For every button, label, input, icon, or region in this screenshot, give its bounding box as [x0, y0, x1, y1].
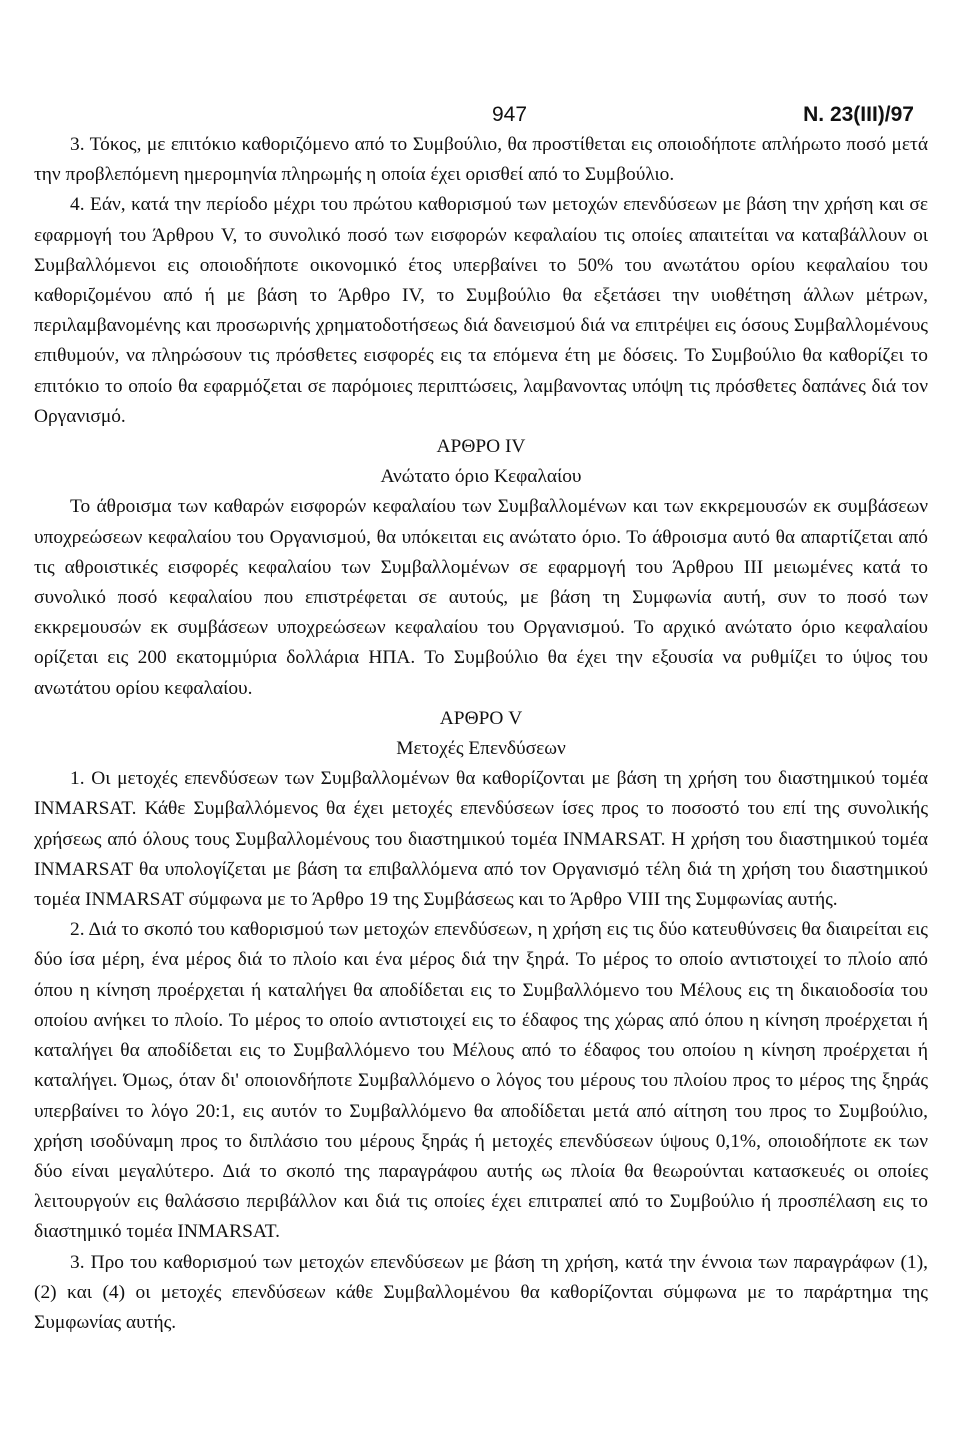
document-reference: Ν. 23(III)/97: [803, 103, 914, 126]
article-v-paragraph-1: [34, 764, 928, 915]
article-v-heading: ΑΡΘΡΟ V: [439, 707, 523, 729]
page-header: [34, 0, 928, 130]
paragraph-number: 1.: [70, 768, 85, 790]
paragraph-number: 2.: [70, 919, 85, 941]
article-iv-subtitle: Ανώτατο όριο Κεφαλαίου: [380, 466, 582, 488]
article-iv-text: Το άθροισμα των καθαρών εισφορών κεφαλαίου των Συμβαλλομένων και των εκκρεμουσών εκ συμβάσεων υποχρεώσεων κεφαλαίου του Οργανισμού, θα υπόκειται εις ανώτατο όριο. Το άθροισμα αυτό θα απαρτίζεται από τις αθροιστικές εισφορές κεφαλαίου των Συμβαλλομένων σε εφαρμογή του Άρθρου III μειωμένες κατά το συνολικό ποσό κεφαλαίου που επιστρέφεται σε αυτούς, με βάση τη Συμφωνία αυτή, συν το ποσό των εκκρεμουσών εκ συμβάσεων υποχρεώσεων κεφαλαίου του Οργανισμού. Το αρχικό ανώτατο όριο κεφαλαίου ορίζεται εις 200 εκατομμύρια δολλάρια ΗΠΑ. Το Συμβούλιο θα έχει την εξουσία να ρυθμίζει το ύψος του ανωτάτου ορίου κεφαλαίου.: [34, 496, 928, 699]
article-v-paragraph-2: [34, 915, 928, 1247]
paragraph-text: Προ του καθορισμού των μετοχών επενδύσεων με βάση τη χρήση, κατά την έννοια των παραγράφων (1), (2) και (4) οι μετοχές επενδύσεων κάθε Συμβαλλομένου θα καθορίζονται σύμφωνα με το παράρτημα της Συμφωνίας αυτής.: [34, 1251, 928, 1333]
paragraph-text: Εάν, κατά την περίοδο μέχρι του πρώτου καθορισμού των μετοχών επενδύσεων με βάση την χρήση και σε εφαρμογή του Άρθρου V, το συνολικό ποσό των εισφορών κεφαλαίου τις οποίες απαιτείται να καταβάλλουν οι Συμβαλλόμενοι εις οποιοδήποτε οικονομικό έτος υπερβαίνει το 50% του ανωτάτου ορίου κεφαλαίου του καθοριζομένου από ή με βάση το Άρθρο IV, το Συμβούλιο θα εξετάσει την υιοθέτηση άλλων μέτρων, περιλαμβανομένης και προσωρινής χρηματοδοτήσεως διά δανεισμού διά να επιτρέψει εις όσους Συμβαλλομένους επιθυμούν, να πληρώσουν τις πρόσθετες εισφορές εις τα επόμενα έτη με δόσεις. Το Συμβούλιο θα καθορίζει το επιτόκιο το οποίο θα εφαρμόζεται σε παρόμοιες περιπτώσεις, λαμβανοντας υπόψη τις πρόσθετες δαπάνες διά τον Οργανισμό.: [34, 194, 928, 427]
paragraph-number: 3.: [70, 1251, 85, 1273]
paragraph-text: Οι μετοχές επενδύσεων των Συμβαλλομένων θα καθορίζονται με βάση τη χρήση του διαστημικού τομέα INMARSAT. Κάθε Συμβαλλόμενος θα έχει μετοχές επενδύσεων ίσες προς το ποσοστό του επί της συνολικής χρήσεως από όλους τους Συμβαλλομένους του διαστημικού τομέα INMARSAT. Η χρήση του διαστημικού τομέα INMARSAT θα υπολογίζεται με βάση τα επιβαλλόμενα από τον Οργανισμό τέλη διά τη χρήση του διαστημικού τομέα INMARSAT σύμφωνα με το Άρθρο 19 της Συμβάσεως και το Άρθρο VIII της Συμφωνίας αυτής.: [34, 768, 928, 911]
paragraph-text: Τόκος, με επιτόκιο καθοριζόμενο από το Συμβούλιο, θα προστίθεται εις οποιοδήποτε απλήρωτο ποσό μετά την προβλεπόμενη ημερομηνία πληρωμής η οποία έχει ορισθεί από το Συμβούλιο.: [34, 134, 928, 186]
paragraph-number: 4.: [70, 194, 85, 216]
article-v-paragraph-3: [34, 1248, 928, 1339]
paragraph-text: Διά το σκοπό του καθορισμού των μετοχών επενδύσεων, η χρήση εις τις δύο κατευθύνσεις θα διαιρείται εις δύο ίσα μέρη, ένα μέρος διά το πλοίο και ένα μέρος διά την ξηρά. Το μέρος το οποίο αντιστοιχεί το πλοίο από όπου η κίνηση προέρχεται ή καταλήγει θα αποδίδεται εις το Συμβαλλόμενο του Μέλους εις τη δικαιοδοσία του οποίου ανήκει το πλοίο. Το μέρος το οποίο αντιστοιχεί εις το έδαφος της χώρας από όπου η κίνηση προέρχεται ή καταλήγει θα αποδίδεται εις το Συμβαλλόμενο του Μέλους από το έδαφος του οποίου η κίνηση προέρχεται ή καταλήγει. Όμως, όταν δι' οποιονδήποτε Συμβαλλόμενο ο λόγος του μέρους του πλοίου προς το μέρος της ξηράς υπερβαίνει το λόγο 20:1, εις αυτόν το Συμβαλλόμενο θα αποδίδεται μετά από αίτηση του προς το Συμβούλιο, χρήση ισοδύναμη προς το διπλάσιο του μέρους ξηράς ή μετοχές επενδύσεων ύψους 0,1%, οποιοδήποτε εκ των δύο είναι μεγαλύτερο. Διά το σκοπό της παραγράφου αυτής ως πλοία θα θεωρούνται κατασκευές οι οποίες λειτουργούν εις θαλάσσιο περιβάλλον και διά τις οποίες έχει επιτραπεί από το Συμβούλιο ή προσπέλαση εις το διαστημικό τομέα INMARSAT.: [34, 919, 928, 1243]
paragraph-number: 3.: [70, 134, 85, 155]
page-number: 947: [492, 103, 528, 126]
article-v-subtitle: Μετοχές Επενδύσεων: [396, 738, 566, 760]
article-iv-heading: ΑΡΘΡΟ IV: [436, 436, 526, 458]
paragraph-4: [34, 190, 928, 432]
paragraph-3: [34, 130, 928, 190]
document-body: [34, 130, 928, 1338]
